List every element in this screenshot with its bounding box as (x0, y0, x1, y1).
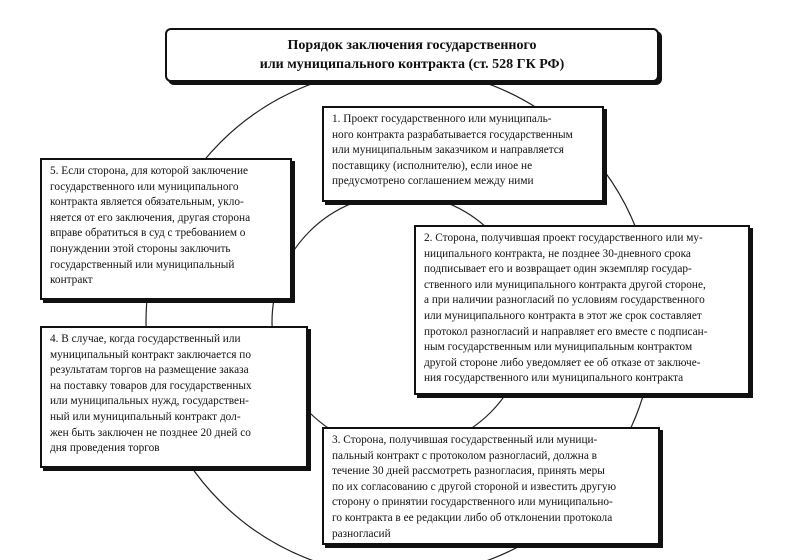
step-5-line: вправе обратиться в суд с требованием о (50, 227, 246, 240)
step-4-line: жен быть заключен не позднее 20 дней со (50, 426, 251, 439)
step-2-line: протокол разногласий и направляет его вместе с подписан- (424, 325, 708, 338)
step-3-line: 3. Сторона, получившая государственный или муници- (332, 434, 598, 446)
step-3-line: сторону о принятии государственного или муниципально- (332, 496, 613, 509)
diagram-title (165, 28, 659, 82)
step-2-line: или муниципального контракта в этот же срок составляет (424, 309, 702, 322)
step-3-line: го контракта в ее редакции либо об отклонении протокола (332, 511, 613, 524)
step-1-line: поставщику (исполнителю), если иное не (332, 159, 533, 172)
step-4-line: на поставку товаров для государственных (50, 379, 252, 392)
step-2-line: ния государственного или муниципального контракта (424, 372, 684, 385)
step-4-box (40, 326, 308, 468)
step-1-line: 1. Проект государственного или муниципаль- (332, 113, 552, 125)
step-1-line: или муниципальным заказчиком и направляется (332, 144, 564, 157)
step-5-line: няется от его заключения, другая сторона (50, 211, 251, 224)
step-2-line: другой стороне либо уведомляет ее об отказе от заключе- (424, 356, 701, 369)
step-4-line: ный или муниципальный контракт дол- (50, 410, 241, 423)
step-2-line: ным государственным или муниципальным контрактом (424, 341, 693, 354)
step-3-line: разногласий (332, 527, 391, 540)
step-2-line: подписывает его и возвращает один экземпляр государ- (424, 263, 692, 276)
step-3-line: пальный контракт с протоколом разногласий, должна в (332, 449, 598, 462)
step-2-line: ственного или муниципального контракта другой стороне, (424, 278, 706, 291)
step-5-line: контракта является обязательным, укло- (50, 196, 244, 209)
step-2-box (414, 225, 750, 395)
step-2-line: а при наличии разногласий по условиям государственного (424, 294, 705, 307)
step-3-box (322, 427, 660, 545)
step-5-line: государственный или муниципальный (50, 258, 235, 271)
step-3-line: течение 30 дней рассмотреть разногласия, принять меры (332, 465, 605, 478)
step-1-box (322, 106, 604, 202)
step-5-line: 5. Если сторона, для которой заключение (50, 165, 249, 177)
step-5-line: понуждении этой стороны заключить (50, 242, 231, 255)
step-5-line: государственного или муниципального (50, 180, 239, 193)
step-4-line: 4. В случае, когда государственный или (50, 333, 241, 345)
step-5-box (40, 158, 292, 300)
step-4-line: результатам торгов на размещение заказа (50, 364, 249, 377)
step-1-line: предусмотрено соглашением между ними (332, 175, 534, 188)
title-line-2: или муниципального контракта (ст. 528 ГК РФ) (259, 57, 565, 72)
step-2-line: ниципального контракта, не позднее 30-дневного срока (424, 247, 691, 260)
step-4-line: муниципальный контракт заключается по (50, 348, 252, 361)
step-2-line: 2. Сторона, получившая проект государственного или му- (424, 232, 703, 244)
step-5-line: контракт (50, 274, 93, 287)
step-4-line: или муниципальных нужд, государствен- (50, 395, 249, 408)
step-4-line: дня проведения торгов (50, 442, 160, 455)
title-line-1: Порядок заключения государственного (287, 38, 537, 53)
step-1-line: ного контракта разрабатывается государственным (332, 128, 573, 141)
step-3-line: по их согласованию с другой стороной и известить другую (332, 480, 617, 493)
